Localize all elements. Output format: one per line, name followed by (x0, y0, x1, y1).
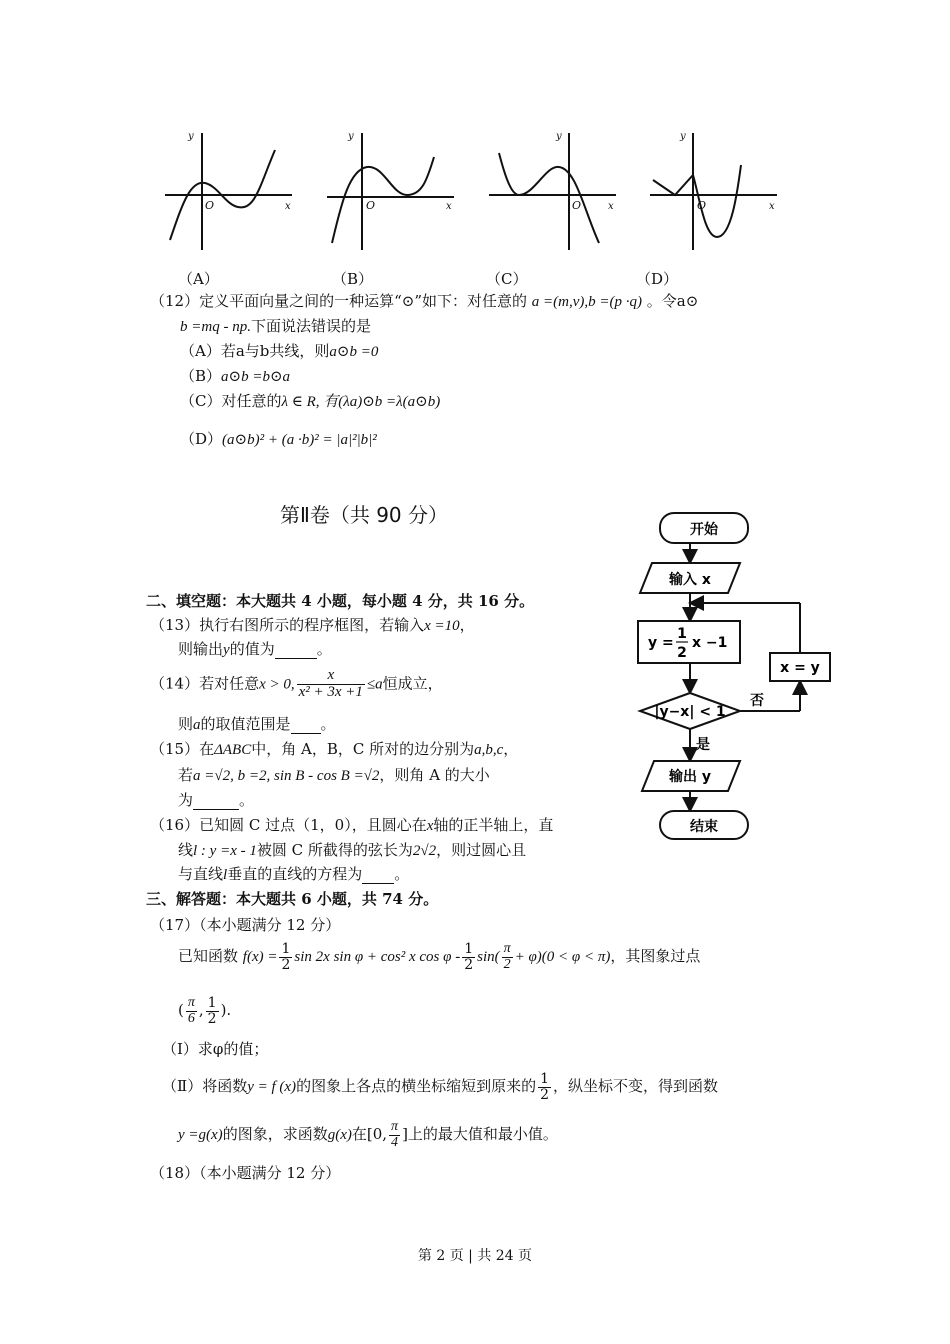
q15-line2: 若a =√2, b =2, sin B - cos B =√2，则角 A 的大小 (178, 766, 490, 784)
axis-y-label: y (188, 131, 194, 142)
flow-input-label: 输入 x (669, 572, 711, 588)
axis-y-label: y (556, 131, 562, 142)
answer-blank (193, 791, 239, 810)
flow-process-den: 2 (677, 645, 687, 661)
flow-start-label: 开始 (690, 522, 718, 538)
graph-b-label: （B） (332, 270, 374, 288)
q12-option-a: （A）若a与b共线，则a⊙b =0 (180, 342, 379, 360)
graph-d (645, 125, 785, 255)
origin-label: O (366, 199, 376, 212)
section2-heading: 二、填空题：本大题共 4 小题，每小题 4 分，共 16 分。 (146, 592, 535, 610)
q18-label: （18）（本小题满分 12 分） (150, 1164, 341, 1182)
flow-end-label: 结束 (690, 819, 718, 835)
q14-fraction: $\frac{x}{\text{x² + 3x +1}}$ (298, 667, 363, 700)
graph-c-label: （C） (486, 270, 528, 288)
q12-option-c: （C）对任意的λ ∈ R, 有(λa)⊙b =λ(a⊙b) (180, 392, 441, 410)
q16-line1: （16）已知圆 C 过点（1，0），且圆心在x轴的正半轴上，直 (150, 816, 554, 834)
half-fraction: $\frac{1}{2}$ (540, 1071, 549, 1103)
q12-option-d: （D）(a⊙b)² + (a ·b)² = |a|²|b|² (180, 430, 377, 448)
q17-point: ( $\frac{\pi}{6}$ , $\frac{1}{2}$ ). (178, 995, 232, 1027)
q17-part2-line1: （Ⅱ）将函数y = f (x)的图象上各点的横坐标缩短到原来的 $\frac{1}{2}$ ，纵坐标不变，得到函数 (162, 1071, 719, 1103)
graph-a (160, 125, 300, 255)
pi-sixth-fraction: $\frac{\pi}{6}$ (187, 995, 195, 1026)
flow-no-label: 否 (750, 693, 764, 709)
page-footer: 第 2 页 | 共 24 页 (417, 1248, 533, 1264)
answer-blank (291, 715, 321, 734)
flow-output-label: 输出 y (669, 769, 711, 785)
q12-line2: b =mq - np.下面说法错误的是 (180, 317, 371, 335)
graph-c (484, 125, 624, 255)
flowchart (630, 505, 840, 845)
q17-part1: （Ⅰ）求φ的值； (162, 1040, 269, 1058)
answer-blank (362, 865, 394, 884)
flow-process-rhs: x −1 (692, 635, 728, 651)
part2-title: 第Ⅱ卷（共 90 分） (280, 503, 449, 527)
q16-line2: 线l : y =x - 1被圆 C 所截得的弦长为2√2，则过圆心且 (178, 841, 527, 859)
q17-line1: 已知函数 f(x) = $\frac{1}{2}$ sin 2x sin φ + cos² x cos φ - $\frac{1}{2}$ sin( $\frac{\pi}{2}$ + φ)(0 < φ < π)，其图象过点 (178, 941, 701, 973)
flow-process-num: 1 (677, 626, 687, 642)
answer-blank (275, 640, 317, 659)
graph-a-label: （A） (178, 270, 219, 288)
axis-x-label: x (769, 201, 775, 212)
flow-process-lhs: y = (648, 635, 674, 651)
q17-part2-line2: y =g(x)的图象，求函数g(x)在[0, $\frac{\pi}{4}$ ]上的最大值和最小值。 (178, 1119, 558, 1150)
graph-b (322, 125, 462, 255)
graph-d-label: （D） (636, 270, 679, 288)
half-fraction: $\frac{1}{2}$ (464, 941, 474, 973)
q12-line1: （12）定义平面向量之间的一种运算“⊙”如下：对任意的 a =(m,v),b =(p ·q) 。令a⊙ (150, 292, 699, 310)
axis-x-label: x (446, 201, 452, 212)
section3-heading: 三、解答题：本大题共 6 小题，共 74 分。 (146, 890, 439, 908)
q12-option-b: （B）a⊙b =b⊙a (180, 367, 291, 385)
q13-line2: 则输出y的值为 。 (178, 640, 332, 658)
q15-line3: 为 。 (178, 791, 255, 809)
q13-line1: （13）执行右图所示的程序框图，若输入x =10， (150, 616, 475, 634)
q14-line2: 则a的取值范围是 。 (178, 715, 336, 733)
flow-condition-label: |y−x| < 1 (654, 704, 726, 720)
origin-label: O (572, 199, 582, 212)
axis-x-label: x (285, 201, 291, 212)
q17-label: （17）（本小题满分 12 分） (150, 916, 341, 934)
pi-quarter-fraction: $\frac{\pi}{4}$ (391, 1119, 399, 1150)
pi-half-fraction: $\frac{\pi}{2}$ (503, 941, 511, 972)
origin-label: O (697, 199, 707, 212)
axis-x-label: x (608, 201, 614, 212)
axis-y-label: y (348, 131, 354, 142)
half-fraction: $\frac{1}{2}$ (281, 941, 291, 973)
q16-line3: 与直线l垂直的直线的方程为 。 (178, 865, 410, 883)
origin-label: O (205, 199, 215, 212)
half-fraction: $\frac{1}{2}$ (207, 995, 217, 1027)
q14-line1: （14）若对任意x > 0, $\frac{x}{\text{x² + 3x +1}}$ ≤a恒成立， (150, 667, 443, 700)
q15-line1: （15）在ΔABC中，角 A，B，C 所对的边分别为a,b,c， (150, 740, 519, 758)
axis-y-label: y (680, 131, 686, 142)
flow-yes-label: 是 (696, 737, 710, 753)
flow-assign-label: x = y (780, 660, 820, 676)
